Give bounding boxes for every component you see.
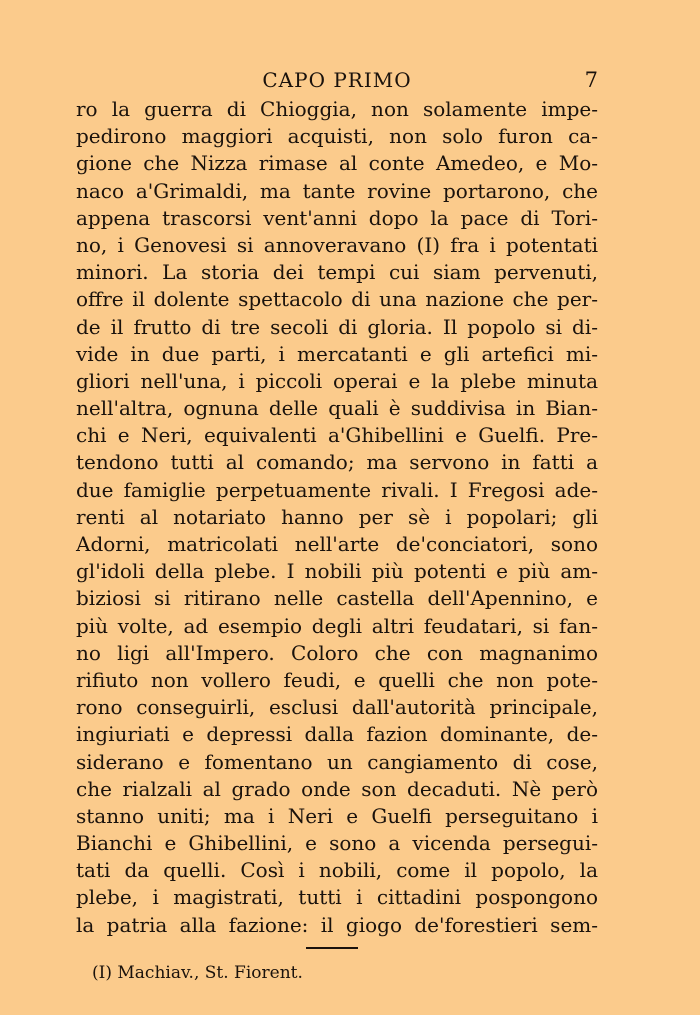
text-line: vide in due parti, i mercatanti e gli artefici mi-: [76, 341, 598, 366]
page-header: [76, 68, 598, 98]
page-number: 7: [584, 68, 598, 92]
text-line: due famiglie perpetuamente rivali. I Fregosi ade-: [76, 477, 598, 502]
text-line: ingiuriati e depressi dalla fazion dominante, de-: [76, 722, 598, 747]
text-line: biziosi si ritirano nelle castella dell'Apennino, e: [76, 586, 598, 611]
text-line: renti al notariato hanno per sè i popolari; gli: [76, 504, 598, 529]
text-line: Bianchi e Ghibellini, e sono a vicenda persegui-: [76, 831, 598, 856]
text-line: chi e Neri, equivalenti a'Ghibellini e Guelfi. Pre-: [76, 423, 598, 448]
footnote-rule: [306, 947, 358, 949]
text-line: tati da quelli. Così i nobili, come il popolo, la: [76, 858, 598, 883]
text-line: che rialzali al grado onde son decaduti. Nè però: [76, 776, 598, 801]
text-line: più volte, ad esempio degli altri feudatari, si fan-: [76, 613, 598, 638]
text-line: appena trascorsi vent'anni dopo la pace di Tori-: [76, 205, 598, 230]
footnote: (I) Machiav., St. Fiorent.: [92, 963, 303, 983]
text-line: la patria alla fazione: il giogo de'forestieri sem-: [76, 912, 598, 937]
text-line: ro la guerra di Chioggia, non solamente impe-: [76, 97, 598, 121]
text-line: rono conseguirli, esclusi dall'autorità principale,: [76, 695, 598, 720]
text-line: siderano e fomentano un cangiamento di cose,: [76, 749, 598, 774]
text-line: Adorni, matricolati nell'arte de'conciatori, sono: [76, 532, 598, 556]
body-text: [76, 96, 598, 939]
text-line: gl'idoli della plebe. I nobili più potenti e più am-: [76, 559, 598, 584]
text-line: pedirono maggiori acquisti, non solo furon ca-: [76, 124, 598, 149]
text-line: stanno uniti; ma i Neri e Guelfi perseguitano i: [76, 803, 598, 828]
text-line: tendono tutti al comando; ma servono in fatti a: [76, 450, 598, 475]
text-line: no ligi all'Impero. Coloro che con magnanimo: [76, 640, 598, 665]
text-line: minori. La storia dei tempi cui siam pervenuti,: [76, 260, 598, 285]
text-line: gliori nell'una, i piccoli operai e la plebe minuta: [76, 368, 598, 393]
text-line: no, i Genovesi si annoveravano (I) fra i potentati: [76, 232, 598, 257]
text-line: gione che Nizza rimase al conte Amedeo, e Mo-: [76, 151, 598, 176]
text-line: plebe, i magistrati, tutti i cittadini pospongono: [76, 885, 598, 910]
text-line: naco a'Grimaldi, ma tante rovine portarono, che: [76, 178, 598, 203]
text-line: nell'altra, ognuna delle quali è suddivisa in Bian-: [76, 396, 598, 421]
running-head: CAPO PRIMO: [262, 68, 412, 92]
text-line: offre il dolente spettacolo di una nazione che per-: [76, 287, 598, 312]
text-line: rifiuto non vollero feudi, e quelli che non pote-: [76, 667, 598, 692]
text-line: de il frutto di tre secoli di gloria. Il popolo si di-: [76, 314, 598, 339]
